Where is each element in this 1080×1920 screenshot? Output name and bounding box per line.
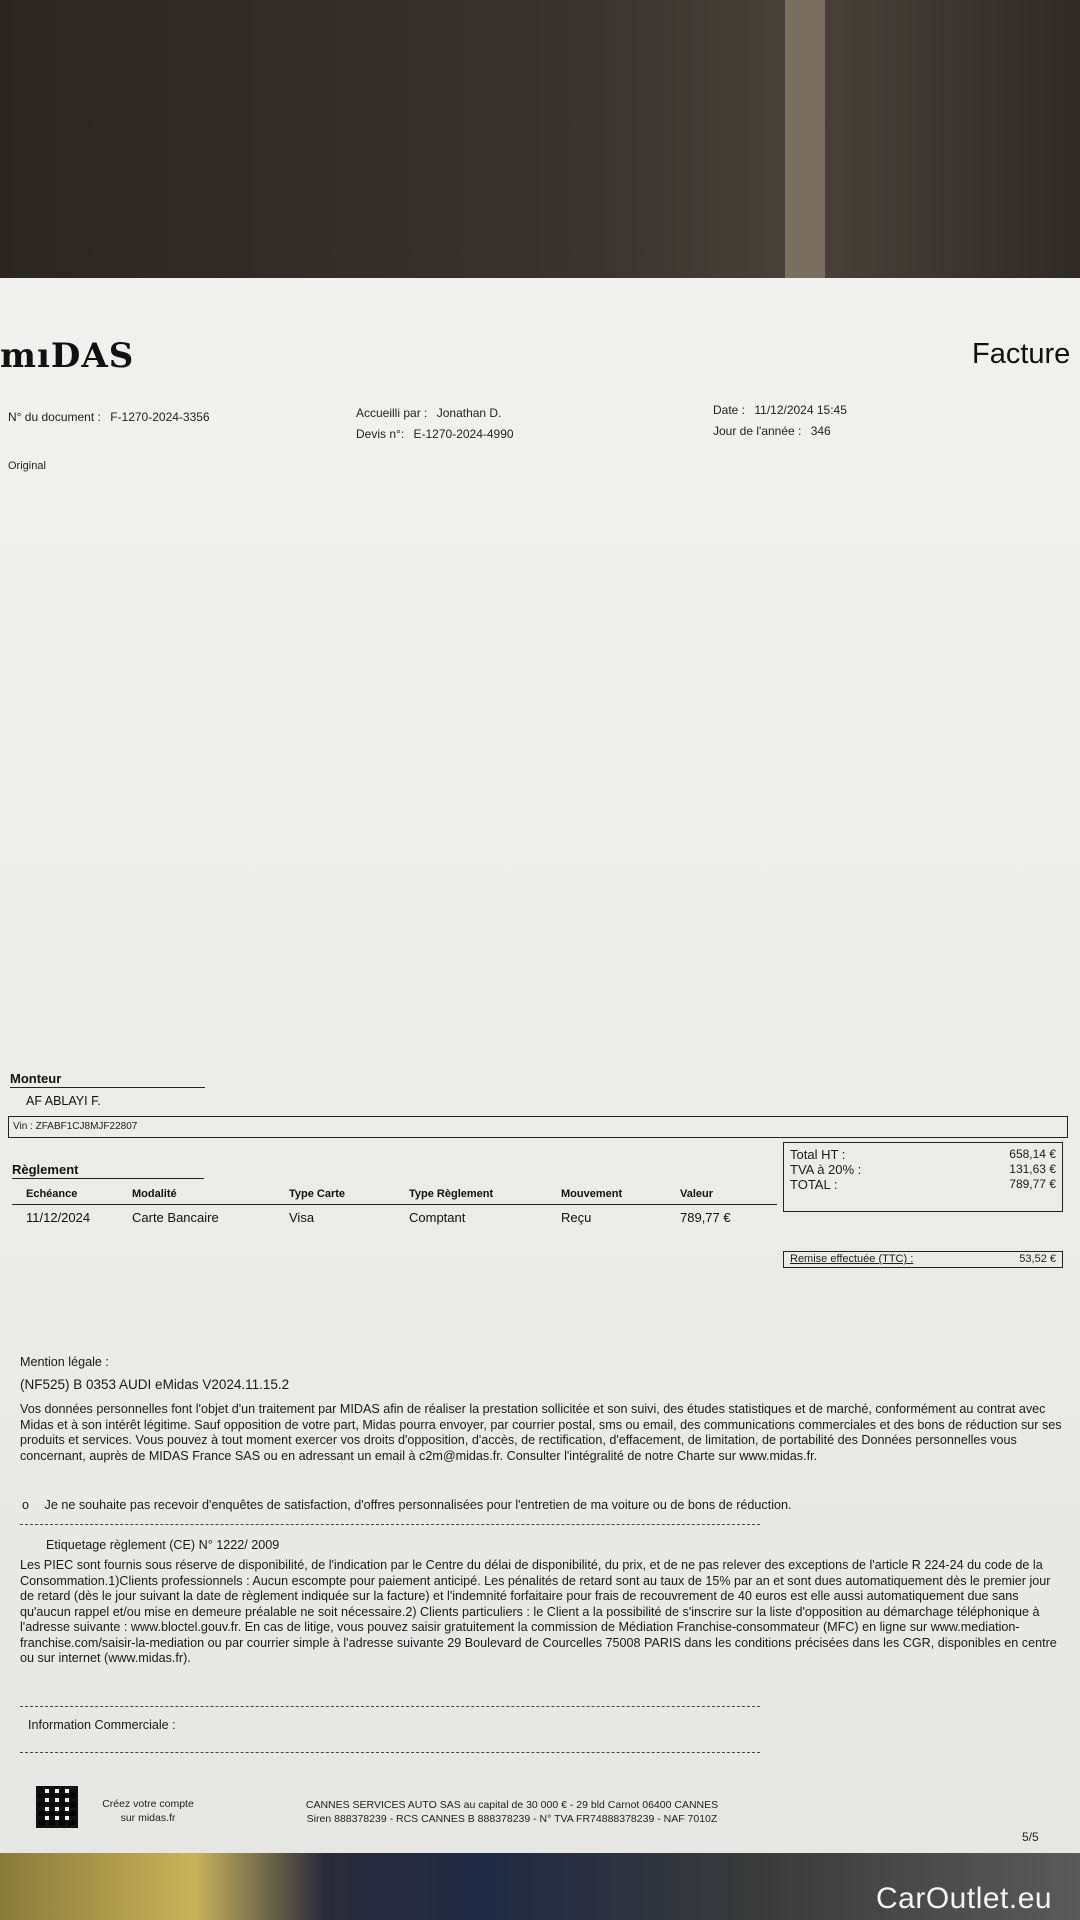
accueilli-par: [356, 406, 501, 420]
total-ht-label: Total HT :: [790, 1147, 846, 1162]
software-version: (NF525) B 0353 AUDI eMidas V2024.11.15.2: [20, 1377, 290, 1392]
privacy-notice: Vos données personnelles font l'objet d'un traitement par MIDAS afin de réaliser la prestation sollicitée et son suivi, des études statistiques et de marché, conformément au contrat avec Midas et à son intérêt légitime. Sauf opposition de votre part, Midas pourra envoyer, par courrier postal, sms ou email, des communications commerciales et des bons de réduction sur ses produits et services. Vous pouvez à tout moment exercer vos droits d'opposition, d'accès, de rectification, d'effacement, de limitation, de portabilité des Données personnelles vous concernant, auprès de MIDAS France SAS ou en adressant un email à c2m@midas.fr. Consulter l'intégralité de notre Charte sur www.midas.fr.: [20, 1402, 1062, 1463]
etiquetage-heading: Etiquetage règlement (CE) N° 1222/ 2009: [46, 1538, 280, 1552]
invoice-date-label: Date :: [713, 403, 746, 417]
qr-code[interactable]: [36, 1786, 78, 1828]
monteur-name: AF ABLAYI F.: [26, 1094, 101, 1108]
document-title: Facture: [972, 338, 1071, 370]
devis-number: [356, 427, 514, 441]
mention-legale-label: Mention légale :: [20, 1355, 109, 1369]
col-type-reglement: Type Règlement: [409, 1188, 494, 1200]
total-ht-value: 658,14 €: [1009, 1147, 1056, 1161]
optout-checkbox[interactable]: o: [22, 1498, 30, 1512]
day-of-year: [713, 424, 831, 438]
midas-logo: mıDAS: [0, 336, 135, 376]
accueilli-par-label: Accueilli par :: [356, 406, 428, 420]
day-of-year-value: 346: [810, 424, 831, 438]
row-valeur: 789,77 €: [680, 1210, 731, 1225]
watermark: CarOutlet.eu: [876, 1882, 1053, 1915]
optout-line: [22, 1498, 792, 1514]
col-type-carte: Type Carte: [289, 1188, 346, 1200]
account-prompt-line2: sur midas.fr: [120, 1812, 176, 1824]
dashed-divider-1: [20, 1524, 760, 1525]
account-prompt-line1: Créez votre compte: [102, 1798, 194, 1810]
page-number: 5/5: [1022, 1830, 1039, 1844]
day-of-year-label: Jour de l'année :: [713, 424, 802, 438]
document-number-label: N° du document :: [8, 410, 101, 424]
row-mouvement: Reçu: [561, 1210, 592, 1225]
row-type-carte: Visa: [289, 1210, 315, 1225]
col-valeur: Valeur: [680, 1188, 714, 1200]
total-ttc-label: TOTAL :: [790, 1177, 838, 1192]
dashed-divider-3: [20, 1752, 760, 1753]
row-echeance: 11/12/2024: [26, 1210, 91, 1225]
total-ttc-value: 789,77 €: [1009, 1177, 1056, 1191]
accueilli-par-value: Jonathan D.: [436, 406, 502, 420]
reglement-table-rule: [12, 1204, 777, 1205]
row-type-reglement: Comptant: [409, 1210, 466, 1225]
account-prompt: [92, 1797, 204, 1825]
company-line1: CANNES SERVICES AUTO SAS au capital de 30 000 € - 29 bld Carnot 06400 CANNES: [305, 1799, 719, 1811]
devis-number-label: Devis n°:: [356, 427, 405, 441]
tva-row: [790, 1162, 1056, 1177]
company-info: [262, 1798, 762, 1826]
document-number: [8, 410, 210, 424]
reglement-underline: [12, 1178, 204, 1179]
invoice-date-value: 11/12/2024 15:45: [754, 403, 847, 417]
vin-value: Vin : ZFABF1CJ8MJF22807: [13, 1121, 138, 1132]
remise-label: Remise effectuée (TTC) :: [790, 1253, 914, 1265]
photo-background-pillar: [785, 0, 825, 280]
monteur-underline: [10, 1087, 205, 1088]
dashed-divider-2: [20, 1706, 760, 1707]
totals-box: [783, 1142, 1063, 1212]
tva-value: 131,63 €: [1009, 1162, 1056, 1176]
tva-label: TVA à 20% :: [790, 1162, 862, 1177]
row-modalite: Carte Bancaire: [132, 1210, 219, 1225]
devis-number-value: E-1270-2024-4990: [413, 427, 514, 441]
remise-box: [783, 1251, 1063, 1268]
original-mark: Original: [8, 460, 46, 472]
total-ttc-row: [790, 1177, 1056, 1192]
col-echeance: Echéance: [26, 1188, 78, 1200]
col-mouvement: Mouvement: [561, 1188, 623, 1200]
company-line2: Siren 888378239 - RCS CANNES B 888378239 - N° TVA FR74888378239 - NAF 7010Z: [306, 1813, 718, 1825]
remise-value: 53,52 €: [1019, 1253, 1056, 1265]
monteur-heading: Monteur: [10, 1071, 62, 1086]
optout-text: Je ne souhaite pas recevoir d'enquêtes de satisfaction, d'offres personnalisées pour l'entretien de ma voiture ou de bons de réduction.: [44, 1498, 792, 1512]
document-number-value: F-1270-2024-3356: [110, 410, 210, 424]
piec-text: Les PIEC sont fournis sous réserve de disponibilité, de l'indication par le Centre du délai de disponibilité, du prix, et de ne pas relever des exceptions de l'article R 224-24 du code de la Consommation.1)Clients professionnels : Aucun escompte pour paiement anticipé. Les pénalités de retard sont au taux de 15% par an et sont dues automatiquement dès le premier jour de retard (dès le jour suivant la date de règlement indiquée sur la facture) et l'indemnité forfaitaire pour frais de recouvrement de 40 euros est elle aussi automatiquement due sans qu'aucun rappel et/ou mise en demeure préalable ne soit nécessaire.2) Clients particuliers : le Client a la possibilité de s'inscrire sur la liste d'opposition au démarchage téléphonique à l'adresse suivante : www.bloctel.gouv.fr. En cas de litige, vous pouvez saisir gratuitement la commission de Médiation Franchise-consommateur (MFC) en ligne sur www.mediation-franchise.com/saisir-la-mediation ou par courrier simple à l'adresse suivante 29 Boulevard de Courcelles 75008 PARIS dans les conditions précisées dans les CGR, disponibles en centre ou sur internet (www.midas.fr).: [20, 1558, 1057, 1665]
col-modalite: Modalité: [132, 1188, 177, 1200]
photo-background-top: [0, 0, 1080, 280]
info-commerciale-label: Information Commerciale :: [28, 1718, 176, 1732]
vin-box: [8, 1116, 1068, 1138]
reglement-heading: Règlement: [12, 1162, 79, 1177]
invoice-date: [713, 403, 847, 417]
total-ht-row: [790, 1147, 1056, 1162]
